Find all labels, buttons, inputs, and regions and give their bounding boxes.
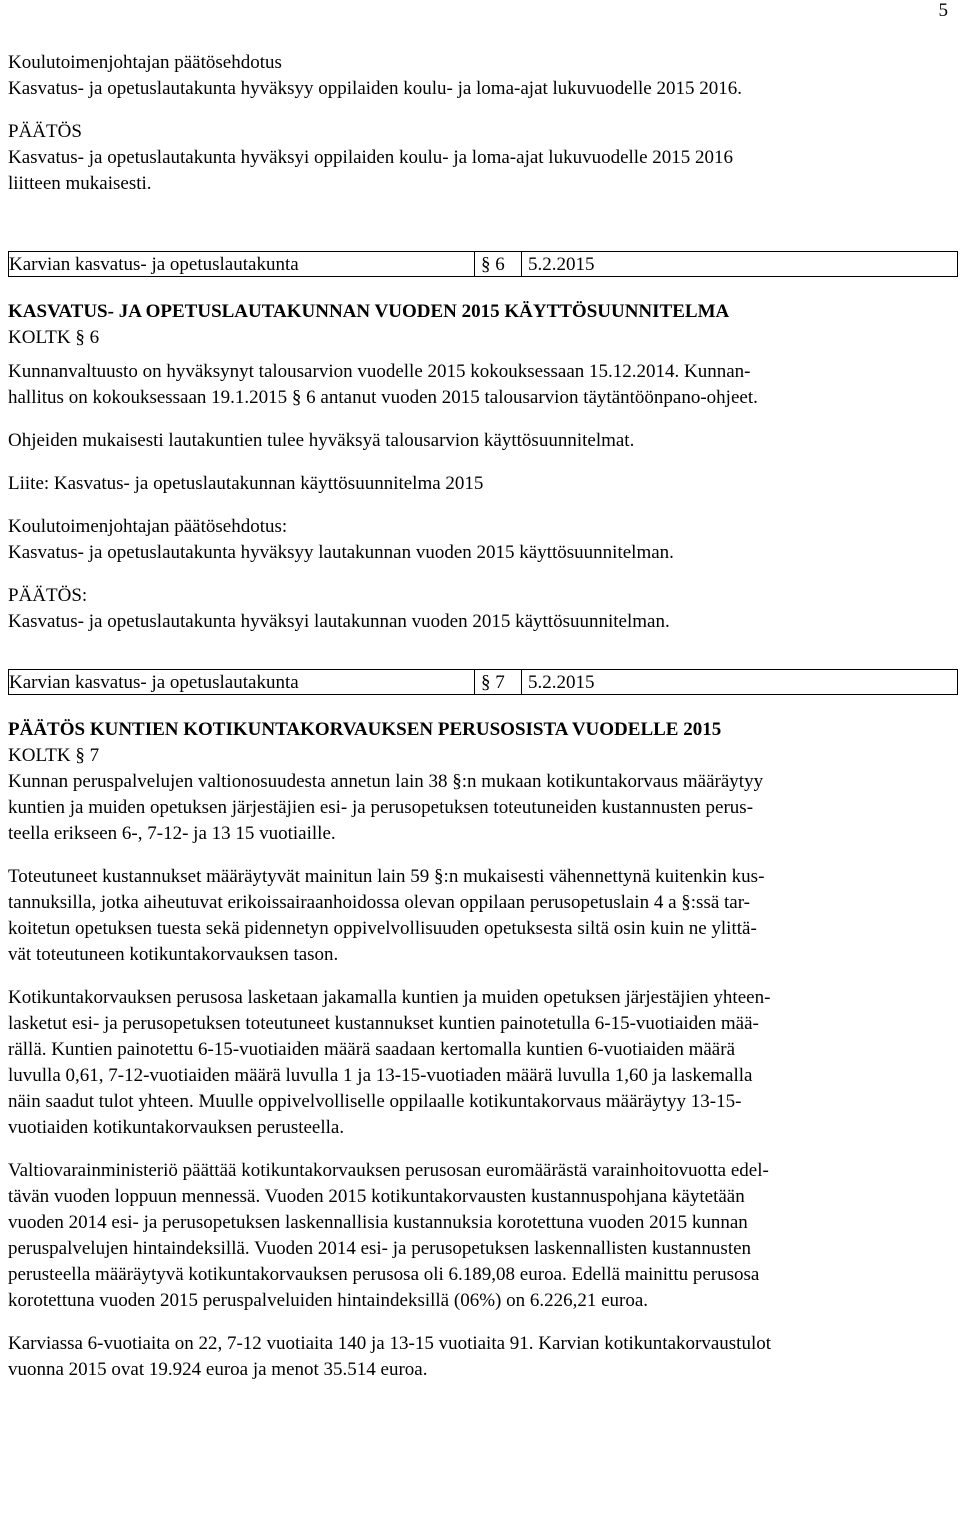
committee-name: Karvian kasvatus- ja opetuslautakunta — [9, 252, 475, 276]
proposal-block-1 — [8, 50, 952, 102]
page-number: 5 — [938, 0, 948, 21]
text-line: Toteutuneet kustannukset määräytyvät mainitun lain 59 §:n mukaisesti vähennettynä kuitenkin kus- — [8, 866, 765, 887]
text-line: rällä. Kuntien painotettu 6-15-vuotiaiden määrä saadaan kertomalla kuntien 6-vuotiaiden määrä — [8, 1039, 736, 1060]
meeting-header-7 — [8, 669, 958, 695]
meeting-header-6 — [8, 251, 958, 277]
text-line: korotettuna vuoden 2015 peruspalveluiden hintaindeksillä (06%) on 6.226,21 euroa. — [8, 1290, 649, 1311]
paragraph — [8, 1331, 952, 1383]
decision-text: Kasvatus- ja opetuslautakunta hyväksyi lautakunnan vuoden 2015 käyttösuunnitelman. — [8, 611, 670, 632]
text-line: hallitus on kokouksessaan 19.1.2015 § 6 antanut vuoden 2015 talousarvion täytäntöönpano-ohjeet. — [8, 387, 758, 408]
text-line: peruspalvelujen hintaindeksillä. Vuoden 2014 esi- ja perusopetuksen laskennallisten kustannusten — [8, 1238, 752, 1259]
section-title: PÄÄTÖS KUNTIEN KOTIKUNTAKORVAUKSEN PERUSOSISTA VUODELLE 2015 — [8, 719, 722, 740]
decision-text-line: liitteen mukaisesti. — [8, 173, 152, 194]
text-line: Kunnanvaltuusto on hyväksynyt talousarvion vuodelle 2015 kokouksessaan 15.12.2014. Kunnan- — [8, 361, 751, 382]
decision-block-2 — [8, 583, 952, 635]
text-line: näin saadut tulot yhteen. Muulle oppivelvolliselle oppilaalle kotikuntakorvaus määräytyy 13-15- — [8, 1091, 742, 1112]
section-number: § 7 — [475, 670, 522, 694]
text-line: koitetun opetuksen tuesta sekä pidennetyn oppivelvollisuuden opetuksesta siltä osin kuin ne ylittä- — [8, 918, 757, 939]
text-line: vuoden 2014 esi- ja perusopetuksen laskennallisia kustannuksia korotettuna vuoden 2015 kunnan — [8, 1212, 748, 1233]
meeting-date: 5.2.2015 — [528, 672, 595, 693]
paragraph — [8, 769, 952, 847]
decision-heading: PÄÄTÖS: — [8, 585, 88, 606]
proposal-heading: Koulutoimenjohtajan päätösehdotus — [8, 52, 282, 73]
section-title: KASVATUS- JA OPETUSLAUTAKUNNAN VUODEN 2015 KÄYTTÖSUUNNITELMA — [8, 301, 730, 322]
text-line: Kunnan peruspalvelujen valtionosuudesta annetun lain 38 §:n mukaan kotikuntakorvaus määräytyy — [8, 771, 764, 792]
attachment-text: Liite: Kasvatus- ja opetuslautakunnan käyttösuunnitelma 2015 — [8, 473, 484, 494]
paragraph — [8, 985, 952, 1141]
text-line: vuotiaiden kotikuntakorvauksen perusteella. — [8, 1117, 345, 1138]
proposal-block-2 — [8, 514, 952, 566]
text-line: Karviassa 6-vuotiaita on 22, 7-12 vuotiaita 140 ja 13-15 vuotiaita 91. Karvian kotikuntakorvaustulot — [8, 1333, 772, 1354]
section-number: § 6 — [475, 252, 522, 276]
proposal-heading: Koulutoimenjohtajan päätösehdotus: — [8, 516, 288, 537]
committee-name: Karvian kasvatus- ja opetuslautakunta — [9, 670, 475, 694]
paragraph — [8, 864, 952, 968]
section-6-header — [8, 299, 952, 351]
text-line: perusteella määräytyvä kotikuntakorvauksen perusosa oli 6.189,08 euroa. Edellä mainittu perusosa — [8, 1264, 760, 1285]
text-line: Kotikuntakorvauksen perusosa lasketaan jakamalla kuntien ja muiden opetuksen järjestäjien yhteen- — [8, 987, 771, 1008]
text-line: vät toteutuneen kotikuntakorvauksen tason. — [8, 944, 339, 965]
meeting-date: 5.2.2015 — [528, 254, 595, 275]
text-line: lasketut esi- ja perusopetuksen toteutuneet kustannukset kuntien painotetulla 6-15-vuotiaiden mää- — [8, 1013, 759, 1034]
proposal-text: Kasvatus- ja opetuslautakunta hyväksyy lautakunnan vuoden 2015 käyttösuunnitelman. — [8, 542, 674, 563]
section-7-header — [8, 717, 952, 769]
text-line: teella erikseen 6-, 7-12- ja 13 15 vuotiaille. — [8, 823, 336, 844]
section-ref: KOLTK § 7 — [8, 745, 100, 766]
decision-text-line: Kasvatus- ja opetuslautakunta hyväksyi oppilaiden koulu- ja loma-ajat lukuvuodelle 2015 2016 — [8, 147, 734, 168]
text-line: tävän vuoden loppuun mennessä. Vuoden 2015 kotikuntakorvausten kustannuspohjana käytetään — [8, 1186, 745, 1207]
decision-heading: PÄÄTÖS — [8, 121, 82, 142]
document-body — [8, 50, 952, 1400]
instructions-text: Ohjeiden mukaisesti lautakuntien tulee hyväksyä talousarvion käyttösuunnitelmat. — [8, 430, 635, 451]
text-line: tannuksilla, jotka aiheutuvat erikoissairaanhoidossa olevan oppilaan perusopetuslain 4 a §:ssä tar- — [8, 892, 751, 913]
decision-block-1 — [8, 119, 952, 197]
text-line: kuntien ja muiden opetuksen järjestäjien esi- ja perusopetuksen toteutuneiden kustannusten perus- — [8, 797, 754, 818]
text-line: vuonna 2015 ovat 19.924 euroa ja menot 35.514 euroa. — [8, 1359, 428, 1380]
text-line: luvulla 0,61, 7-12-vuotiaiden määrä luvulla 1 ja 13-15-vuotiaden määrä luvulla 1,60 ja laskemalla — [8, 1065, 753, 1086]
paragraph — [8, 1158, 952, 1314]
proposal-text: Kasvatus- ja opetuslautakunta hyväksyy oppilaiden koulu- ja loma-ajat lukuvuodelle 2015 2016. — [8, 78, 742, 99]
section-6-intro — [8, 359, 952, 411]
text-line: Valtiovarainministeriö päättää kotikuntakorvauksen perusosan euromäärästä varainhoitovuotta edel- — [8, 1160, 769, 1181]
section-ref: KOLTK § 6 — [8, 327, 100, 348]
